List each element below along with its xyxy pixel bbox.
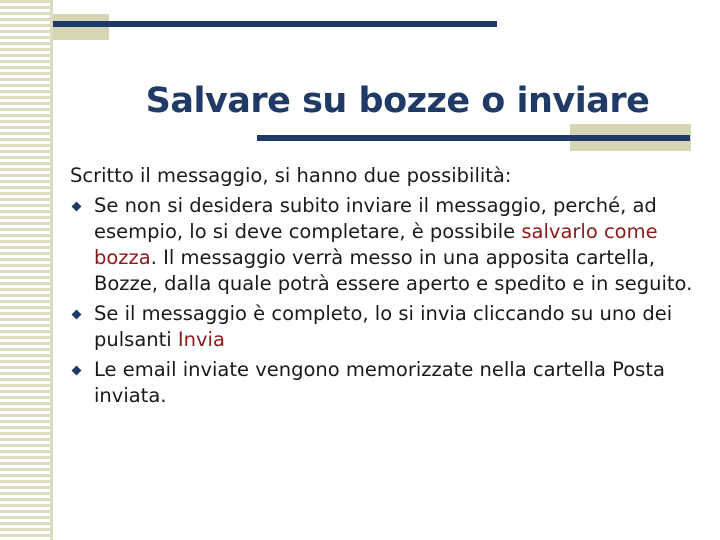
bullet-text: Se non si desidera subito inviare il messaggio, perché, ad esempio, lo si deve completare, è possibile <box>94 194 657 243</box>
slide-title: Salvare su bozze o inviare <box>145 81 650 122</box>
title-accent-block-top <box>53 14 109 40</box>
title-rule-bottom <box>257 135 690 141</box>
bullet-text: Le email inviate vengono memorizzate nella cartella Posta inviata. <box>94 358 665 407</box>
striped-margin-decoration <box>0 0 50 540</box>
bullet-text-end: . Il messaggio verrà messo in una apposita cartella, Bozze, dalla quale potrà essere aperto e spedito e in seguito. <box>94 246 693 295</box>
bullet-item <box>70 193 710 297</box>
bullet-item <box>70 357 710 409</box>
title-rule-top <box>53 21 497 27</box>
bullet-text: Se il messaggio è completo, lo si invia cliccando su uno dei pulsanti <box>94 302 673 351</box>
bullet-highlight: Invia <box>177 328 225 351</box>
diamond-bullet-icon <box>72 366 82 376</box>
intro-text: Scritto il messaggio, si hanno due possibilità: <box>70 164 512 187</box>
bullet-highlight: salvarlo come bozza <box>94 220 658 269</box>
diamond-bullet-icon <box>72 202 82 212</box>
bullet-item <box>70 301 710 353</box>
diamond-bullet-icon <box>72 310 82 320</box>
slide-body <box>70 163 710 413</box>
margin-divider <box>50 0 53 540</box>
